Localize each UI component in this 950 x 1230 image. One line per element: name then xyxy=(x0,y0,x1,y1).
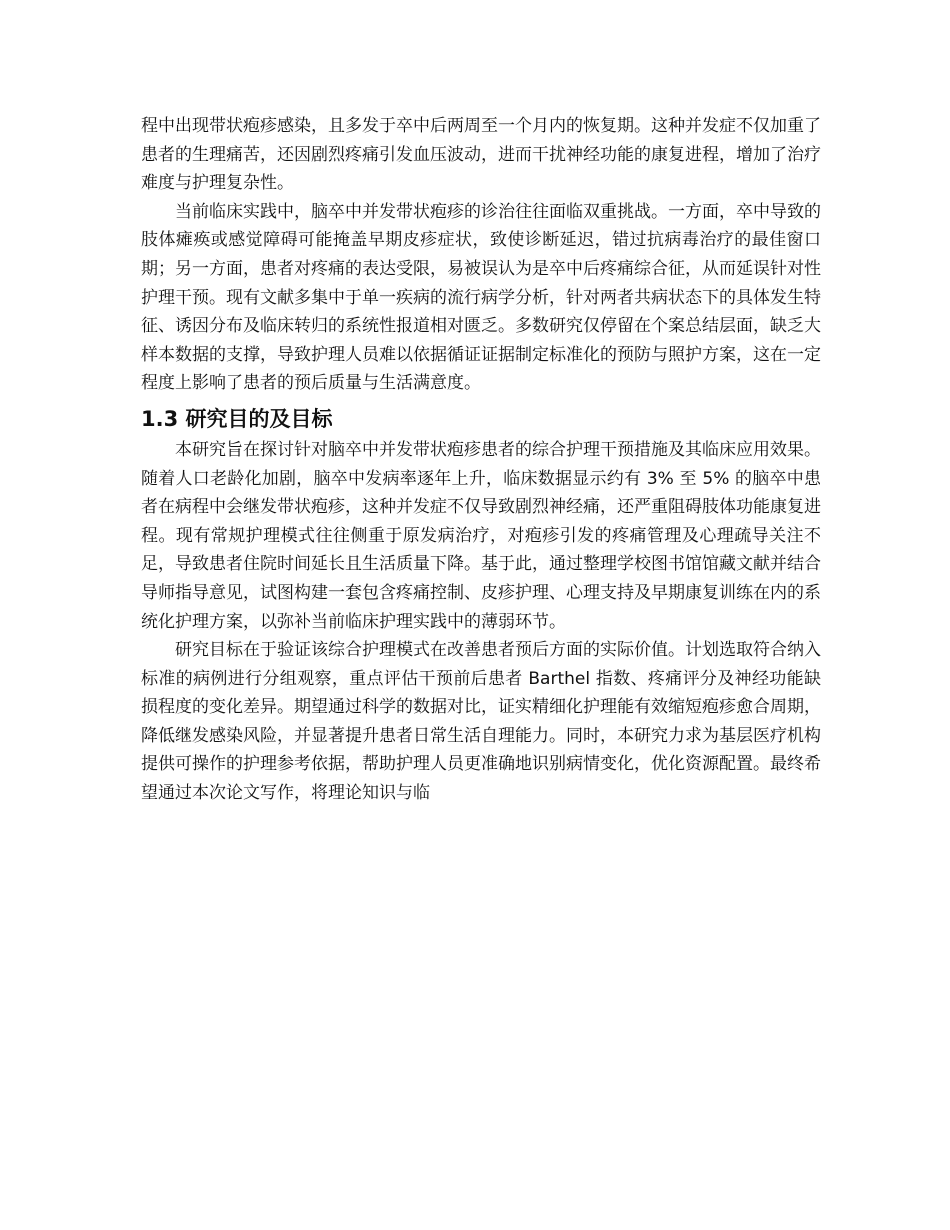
document-page xyxy=(141,112,821,808)
paragraph-research-goals: 研究目标在于验证该综合护理模式在改善患者预后方面的实际价值。计划选取符合纳入标准的病例进行分组观察，重点评估干预前后患者 Barthel 指数、疼痛评分及神经功能缺损程度的变化差异。期望通过科学的数据对比，证实精细化护理能有效缩短疱疹愈合周期，降低继发感染风险，并显著提升患者日常生活自理能力。同时，本研究力求为基层医疗机构提供可操作的护理参考依据，帮助护理人员更准确地识别病情变化，优化资源配置。最终希望通过本次论文写作，将理论知识与临 xyxy=(141,640,821,804)
section-heading-1-3: 1.3 研究目的及目标 xyxy=(141,406,333,431)
paragraph-continued: 程中出现带状疱疹感染，且多发于卒中后两周至一个月内的恢复期。这种并发症不仅加重了患者的生理痛苦，还因剧烈疼痛引发血压波动，进而干扰神经功能的康复进程，增加了治疗难度与护理复杂性。 xyxy=(141,116,821,194)
paragraph-research-purpose: 本研究旨在探讨针对脑卒中并发带状疱疹患者的综合护理干预措施及其临床应用效果。随着人口老龄化加剧，脑卒中发病率逐年上升，临床数据显示约有 3% 至 5% 的脑卒中患者在病程中会继发带状疱疹，这种并发症不仅导致剧烈神经痛，还严重阻碍肢体功能康复进程。现有常规护理模式往往侧重于原发病治疗，对疱疹引发的疼痛管理及心理疏导关注不足，导致患者住院时间延长且生活质量下降。基于此，通过整理学校图书馆馆藏文献并结合导师指导意见，试图构建一套包含疼痛控制、皮疹护理、心理支持及早期康复训练在内的系统化护理方案，以弥补当前临床护理实践中的薄弱环节。 xyxy=(141,439,821,632)
paragraph-clinical-challenges: 当前临床实践中，脑卒中并发带状疱疹的诊治往往面临双重挑战。一方面，卒中导致的肢体瘫痪或感觉障碍可能掩盖早期皮疹症状，致使诊断延迟，错过抗病毒治疗的最佳窗口期；另一方面，患者对疼痛的表达受限，易被误认为是卒中后疼痛综合征，从而延误针对性护理干预。现有文献多集中于单一疾病的流行病学分析，针对两者共病状态下的具体发生特征、诱因分布及临床转归的系统性报道相对匮乏。多数研究仅停留在个案总结层面，缺乏大样本数据的支撑，导致护理人员难以依据循证证据制定标准化的预防与照护方案，这在一定程度上影响了患者的预后质量与生活满意度。 xyxy=(141,201,821,394)
